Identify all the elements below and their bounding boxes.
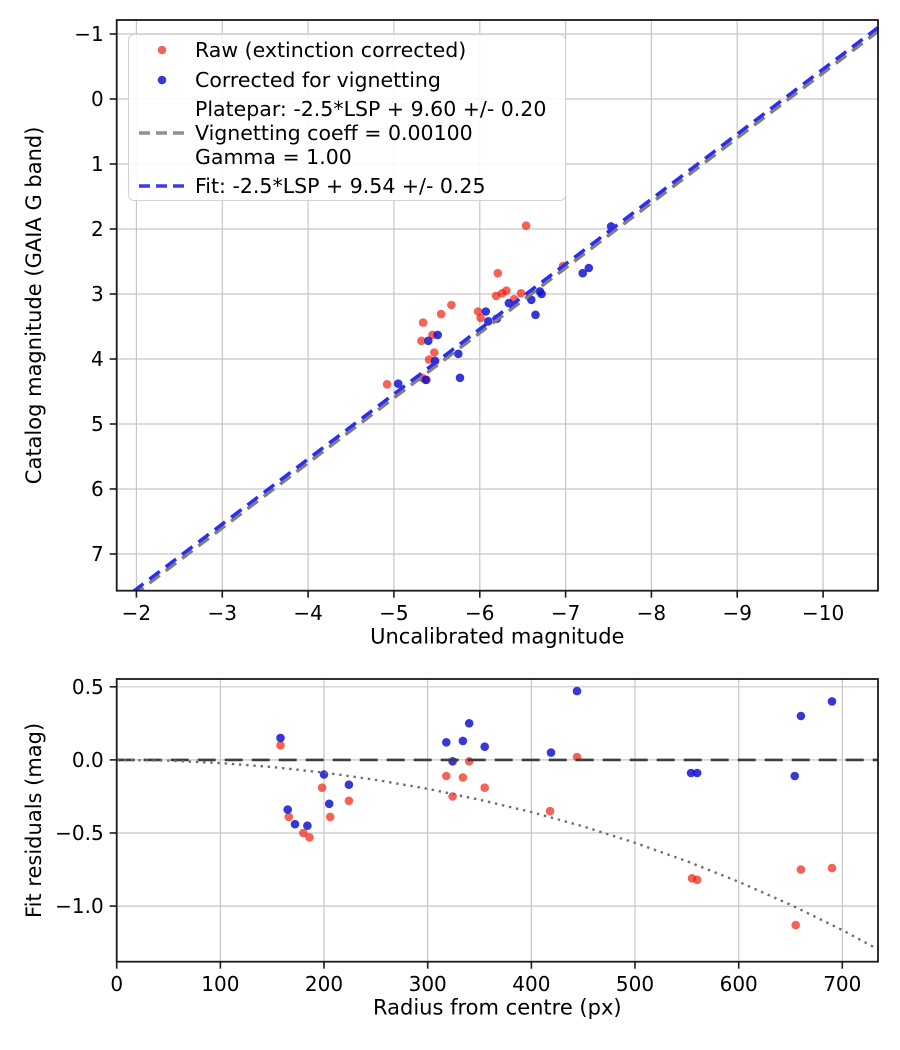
raw-point xyxy=(430,348,439,357)
x-tick-label: 100 xyxy=(201,971,240,996)
y-tick-label: 7 xyxy=(90,542,104,566)
x-axis-label: Uncalibrated magnitude xyxy=(370,624,625,649)
vignetting-corrected-point xyxy=(454,350,463,359)
x-tick-label: −8 xyxy=(636,600,667,625)
legend-row xyxy=(129,97,557,169)
raw-residuals-point xyxy=(305,833,314,842)
raw-point xyxy=(502,286,511,295)
x-tick-label: −7 xyxy=(550,600,581,625)
vignetting-residuals-point xyxy=(448,757,457,766)
x-tick-label: −4 xyxy=(293,600,323,625)
x-axis-label: Radius from centre (px) xyxy=(373,995,622,1020)
fit-residuals-chart xyxy=(22,675,878,1020)
y-tick-label: −1 xyxy=(74,22,104,46)
legend-label: Gamma = 1.00 xyxy=(195,144,352,169)
raw-residuals-point xyxy=(276,741,285,750)
y-tick-label: 4 xyxy=(90,347,104,371)
raw-residuals-point xyxy=(480,783,489,792)
x-tick-label: 700 xyxy=(823,971,862,996)
vignetting-residuals-point xyxy=(320,770,329,779)
raw-residuals-point xyxy=(693,876,702,885)
y-tick-label: 3 xyxy=(90,282,104,306)
vignetting-corrected-point xyxy=(537,290,546,299)
raw-point xyxy=(419,318,428,327)
vignetting-residuals-point xyxy=(797,712,806,721)
legend-label: Corrected for vignetting xyxy=(195,67,441,92)
vignetting-residuals-point xyxy=(276,734,285,743)
vignetting-corrected-point xyxy=(531,311,540,320)
raw-point xyxy=(447,301,456,310)
vignetting-corrected-point xyxy=(578,269,587,278)
x-tick-label: 300 xyxy=(408,971,447,996)
x-tick-label: 500 xyxy=(615,971,655,996)
raw-residuals-point xyxy=(465,757,474,766)
y-tick-label: −0.5 xyxy=(55,821,104,845)
raw-residuals-point xyxy=(345,797,354,806)
raw-residuals-point xyxy=(448,792,457,801)
vignetting-residuals-point xyxy=(459,737,468,746)
raw-residuals-point xyxy=(797,865,806,874)
x-tick-label: −2 xyxy=(121,600,152,625)
y-tick-label: 0.0 xyxy=(71,747,104,772)
legend-label: Raw (extinction corrected) xyxy=(195,37,467,62)
vignetting-corrected-point xyxy=(421,376,430,385)
vignetting-residuals-point xyxy=(283,805,292,814)
raw-point xyxy=(517,289,526,298)
legend-row xyxy=(129,173,557,199)
legend-dash-marker-icon xyxy=(129,120,195,146)
y-tick-label: 0.5 xyxy=(71,674,104,699)
y-tick-label: 0 xyxy=(90,87,104,111)
vignetting-residuals-point xyxy=(480,742,489,751)
y-axis-label: Catalog magnitude (GAIA G band) xyxy=(22,126,46,485)
raw-residuals-point xyxy=(318,783,327,792)
x-tick-label: 0 xyxy=(110,971,124,996)
y-tick-label: 1 xyxy=(90,152,104,176)
legend-dash-marker-icon xyxy=(129,173,195,199)
y-tick-label: 6 xyxy=(90,477,104,501)
legend-label: Platepar: -2.5*LSP + 9.60 +/- 0.20 xyxy=(195,96,547,121)
vignetting-corrected-point xyxy=(482,307,491,316)
raw-point xyxy=(494,269,503,278)
legend-dot-marker-icon xyxy=(129,67,195,93)
legend-row xyxy=(129,37,557,63)
vignetting-corrected-point xyxy=(433,331,442,340)
x-tick-label: −5 xyxy=(379,600,409,625)
raw-point xyxy=(522,221,531,230)
vignetting-residuals-point xyxy=(547,748,556,757)
x-tick-label: 400 xyxy=(512,971,551,996)
y-tick-label: 5 xyxy=(90,412,104,436)
vignetting-corrected-point xyxy=(424,337,433,346)
raw-point xyxy=(383,380,392,389)
x-tick-label: −9 xyxy=(722,600,752,625)
vignetting-residuals-point xyxy=(693,769,702,778)
y-axis-label: Fit residuals (mag) xyxy=(22,722,46,918)
y-tick-label: −1.0 xyxy=(55,894,104,919)
x-tick-label: −3 xyxy=(207,600,238,625)
raw-residuals-point xyxy=(546,807,555,816)
vignetting-model-curve xyxy=(117,760,878,949)
vignetting-residuals-point xyxy=(465,719,474,728)
x-tick-label: 600 xyxy=(719,971,758,996)
plot-frame xyxy=(117,679,878,962)
raw-residuals-point xyxy=(459,773,468,782)
legend-label: Vignetting coeff = 0.00100 xyxy=(195,120,473,145)
legend-dot-marker-icon xyxy=(129,37,195,63)
y-tick-label: 2 xyxy=(90,217,104,241)
x-tick-label: 200 xyxy=(304,971,344,996)
raw-residuals-point xyxy=(442,772,451,781)
raw-point xyxy=(492,292,501,301)
x-tick-label: −10 xyxy=(801,600,845,625)
vignetting-residuals-point xyxy=(345,780,354,789)
legend-row xyxy=(129,67,557,93)
raw-residuals-point xyxy=(326,813,335,822)
vignetting-residuals-point xyxy=(442,738,451,747)
vignetting-residuals-point xyxy=(325,800,334,809)
vignetting-residuals-point xyxy=(573,687,582,696)
raw-point xyxy=(437,310,446,319)
raw-residuals-point xyxy=(285,813,294,822)
vignetting-residuals-point xyxy=(828,697,837,706)
vignetting-corrected-point xyxy=(456,374,465,383)
vignetting-residuals-point xyxy=(303,821,312,830)
raw-residuals-point xyxy=(791,921,800,930)
x-tick-label: −6 xyxy=(465,600,495,625)
vignetting-residuals-point xyxy=(790,772,799,781)
vignetting-residuals-point xyxy=(291,820,300,829)
legend xyxy=(128,34,566,201)
legend-label: Fit: -2.5*LSP + 9.54 +/- 0.25 xyxy=(195,173,486,198)
raw-residuals-point xyxy=(828,864,837,873)
